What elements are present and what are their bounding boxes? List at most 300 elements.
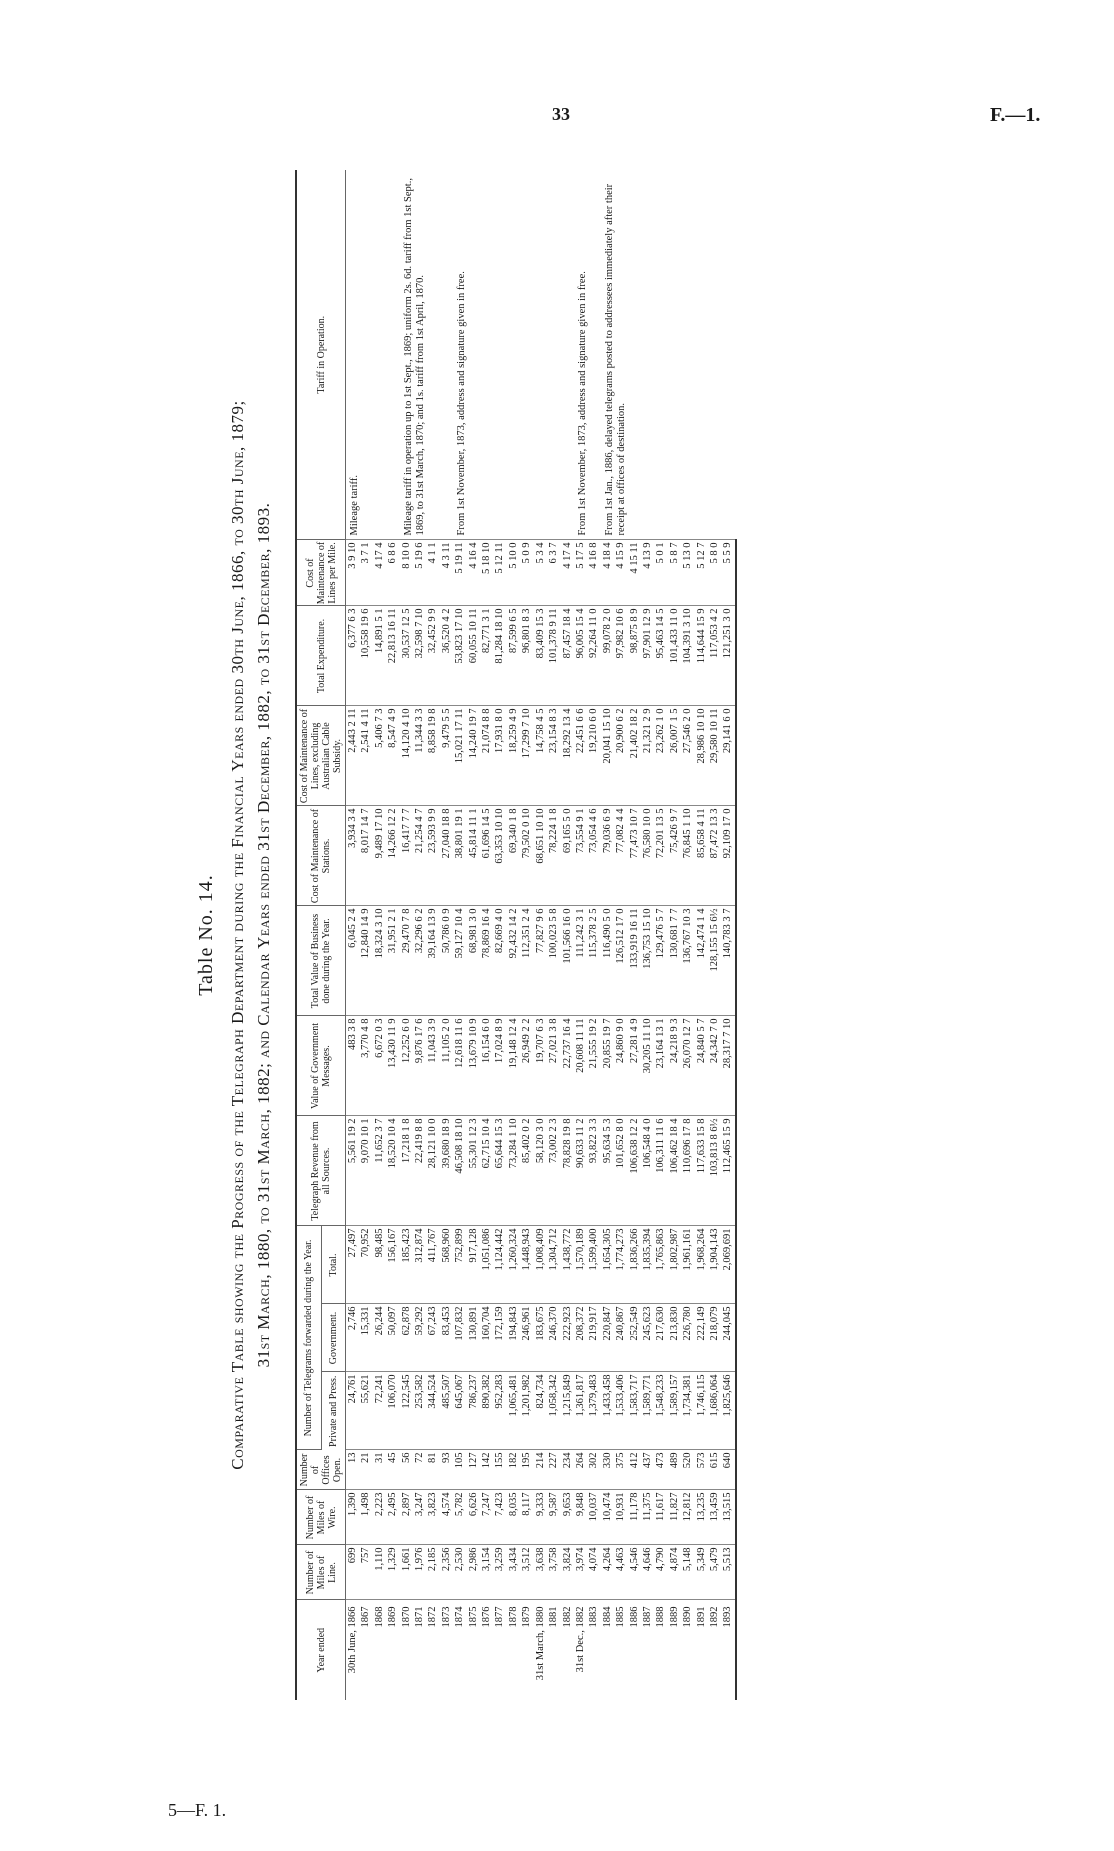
cell-year: 1868: [373, 1606, 385, 1628]
cell-mwire: 9,587: [547, 1490, 560, 1545]
cell-bus: 111,242 3 1: [574, 906, 587, 1016]
cell-bus: 116,490 5 0: [601, 906, 614, 1016]
cell-year: 1871: [414, 1606, 426, 1628]
cell-gval: 20,855 19 7: [601, 1016, 614, 1116]
cell-exp: 87,457 18 4: [561, 606, 574, 706]
tariff-note: Mileage tariff.: [346, 170, 400, 540]
cell-lines: 17,931 8 0: [493, 706, 506, 806]
cell-year: 1879: [521, 1606, 533, 1628]
cell-gval: 483 3 8: [346, 1016, 360, 1116]
cell-year: 1870: [400, 1606, 412, 1628]
header-tariff: Tariff in Operation.: [296, 170, 346, 540]
cell-priv: 1,746,115: [695, 1372, 708, 1450]
cell-off: 182: [507, 1450, 520, 1490]
cell-tot: 70,952: [359, 1226, 372, 1304]
cell-year: 1876: [481, 1606, 493, 1628]
cell-cpm: 5 17 5: [574, 540, 587, 606]
cell-year: 1883: [588, 1606, 600, 1628]
cell-tot: 1,438,772: [561, 1226, 574, 1304]
cell-gov: 62,878: [400, 1304, 413, 1372]
cell-bus: 101,566 16 0: [561, 906, 574, 1016]
cell-bus: 126,512 17 0: [614, 906, 627, 1016]
cell-cpm: 8 10 0: [400, 540, 413, 606]
title-line-2: 31st March, 1880, to 31st March, 1882; and Calendar Years ended 31st December, 1882, to 31st December, 1893.: [254, 502, 273, 1368]
cell-cpm: 4 15 9: [614, 540, 627, 606]
cell-tot: 1,051,086: [480, 1226, 493, 1304]
cell-gov: 246,961: [520, 1304, 533, 1372]
cell-gov: 246,370: [547, 1304, 560, 1372]
cell-exp: 121,251 3 0: [721, 606, 735, 706]
cell-mline: 1,329: [386, 1545, 399, 1600]
cell-gval: 26,070 12 7: [681, 1016, 694, 1116]
cell-rev: 106,311 11 6: [654, 1116, 667, 1226]
cell-rev: 106,462 18 4: [668, 1116, 681, 1226]
cell-off: 264: [574, 1450, 587, 1490]
table-number: Table No. 14.: [195, 874, 217, 996]
cell-bus: 136,767 10 3: [681, 906, 694, 1016]
cell-tot: 1,836,266: [628, 1226, 641, 1304]
cell-priv: 55,621: [359, 1372, 372, 1450]
cell-lines: 2,443 2 11: [346, 706, 360, 806]
cell-tot: 1,968,264: [695, 1226, 708, 1304]
cell-stat: 38,801 19 1: [453, 806, 466, 906]
cell-bus: 140,783 3 7: [721, 906, 735, 1016]
cell-mline: 4,463: [614, 1545, 627, 1600]
cell-stat: 73,054 4 6: [587, 806, 600, 906]
cell-tot: 1,802,987: [668, 1226, 681, 1304]
tariff-note: From 1st November, 1873, address and signature given in free.: [574, 170, 601, 540]
cell-tot: 185,423: [400, 1226, 413, 1304]
cell-rev: 117,633 15 8: [695, 1116, 708, 1226]
cell-stat: 77,473 10 7: [628, 806, 641, 906]
cell-rev: 17,218 1 8: [400, 1116, 413, 1226]
cell-exp: 96,801 8 3: [520, 606, 533, 706]
cell-bus: 29,470 7 8: [400, 906, 413, 1016]
cell-off: 155: [493, 1450, 506, 1490]
cell-off: 214: [534, 1450, 547, 1490]
cell-mline: 2,356: [440, 1545, 453, 1600]
cell-year: 1867: [360, 1606, 372, 1628]
cell-gval: 27,021 3 8: [547, 1016, 560, 1116]
cell-rev: 58,120 3 0: [534, 1116, 547, 1226]
cell-mline: 4,074: [587, 1545, 600, 1600]
cell-lines: 17,299 7 10: [520, 706, 533, 806]
cell-gval: 30,205 11 10: [641, 1016, 654, 1116]
cell-tot: 568,960: [440, 1226, 453, 1304]
cell-stat: 72,201 13 5: [654, 806, 667, 906]
cell-bus: 100,023 5 8: [547, 906, 560, 1016]
cell-mwire: 13,235: [695, 1490, 708, 1545]
cell-off: 227: [547, 1450, 560, 1490]
cell-cpm: 5 19 11: [453, 540, 466, 606]
cell-exp: 117,053 4 2: [708, 606, 721, 706]
cell-gov: 130,891: [467, 1304, 480, 1372]
cell-cpm: 4 3 11: [440, 540, 453, 606]
cell-mwire: 3,247: [413, 1490, 426, 1545]
cell-year: 1891: [695, 1606, 707, 1628]
cell-cpm: 5 0 9: [520, 540, 533, 606]
cell-priv: 890,382: [480, 1372, 493, 1450]
cell-rev: 103,813 8 6½: [708, 1116, 721, 1226]
cell-rev: 78,828 19 8: [561, 1116, 574, 1226]
cell-stat: 78,224 1 8: [547, 806, 560, 906]
cell-bus: 115,378 2 5: [587, 906, 600, 1016]
cell-exp: 101,378 9 11: [547, 606, 560, 706]
cell-cpm: 4 16 4: [467, 540, 480, 606]
cell-stat: 77,082 4 4: [614, 806, 627, 906]
footer-signature: 5—F. 1.: [168, 1800, 227, 1820]
cell-mline: 4,790: [654, 1545, 667, 1600]
cell-off: 93: [440, 1450, 453, 1490]
table-row: [601, 170, 614, 1700]
cell-cpm: 5 13 0: [681, 540, 694, 606]
cell-cpm: 5 8 7: [668, 540, 681, 606]
cell-gval: 13,679 10 9: [467, 1016, 480, 1116]
cell-gov: 67,243: [426, 1304, 439, 1372]
cell-mline: 757: [359, 1545, 372, 1600]
cell-priv: 1,686,064: [708, 1372, 721, 1450]
cell-tot: 312,874: [413, 1226, 426, 1304]
cell-mwire: 9,333: [534, 1490, 547, 1545]
cell-priv: 1,215,849: [561, 1372, 574, 1450]
cell-exp: 83,409 15 3: [534, 606, 547, 706]
cell-mline: 2,185: [426, 1545, 439, 1600]
cell-year: 1885: [615, 1606, 627, 1628]
cell-mwire: 11,827: [668, 1490, 681, 1545]
cell-cpm: 4 16 8: [587, 540, 600, 606]
cell-mline: 3,974: [574, 1545, 587, 1600]
cell-gov: 226,780: [681, 1304, 694, 1372]
cell-year: 1888: [655, 1606, 667, 1628]
cell-priv: 24,761: [346, 1372, 360, 1450]
cell-lines: 11,344 3 3: [413, 706, 426, 806]
cell-year: 1886: [628, 1606, 640, 1628]
table-row: [453, 170, 466, 1700]
cell-rev: 62,715 10 4: [480, 1116, 493, 1226]
cell-priv: 253,582: [413, 1372, 426, 1450]
cell-gval: 21,555 19 2: [587, 1016, 600, 1116]
cell-stat: 14,266 12 2: [386, 806, 399, 906]
cell-stat: 75,426 9 7: [668, 806, 681, 906]
cell-gov: 15,331: [359, 1304, 372, 1372]
cell-mline: 5,513: [721, 1545, 735, 1600]
cell-cpm: 5 0 1: [654, 540, 667, 606]
cell-gov: 172,159: [493, 1304, 506, 1372]
cell-stat: 85,658 4 11: [695, 806, 708, 906]
cell-lines: 15,021 17 11: [453, 706, 466, 806]
header-total: Total.: [321, 1226, 345, 1304]
cell-gov: 217,630: [654, 1304, 667, 1372]
cell-gval: 17,024 8 9: [493, 1016, 506, 1116]
cell-tot: 98,485: [373, 1226, 386, 1304]
cell-mline: 4,874: [668, 1545, 681, 1600]
cell-cpm: 3 7 1: [359, 540, 372, 606]
cell-year: 1887: [641, 1606, 653, 1628]
header-lines: Cost of Maintenance of Lines, excluding Australian Cable Subsidy.: [296, 706, 346, 806]
cell-off: 473: [654, 1450, 667, 1490]
cell-gval: 9,876 17 6: [413, 1016, 426, 1116]
cell-year: 1892: [708, 1606, 720, 1628]
cell-lines: 5,406 7 3: [373, 706, 386, 806]
cell-cpm: 4 17 4: [561, 540, 574, 606]
cell-exp: 22,813 16 11: [386, 606, 399, 706]
cell-rev: 110,696 17 8: [681, 1116, 694, 1226]
cell-bus: 12,840 14 9: [359, 906, 372, 1016]
cell-lines: 20,900 6 2: [614, 706, 627, 806]
cell-lines: 21,402 18 2: [628, 706, 641, 806]
cell-rev: 73,284 1 10: [507, 1116, 520, 1226]
cell-lines: 18,292 13 4: [561, 706, 574, 806]
cell-lines: 8,547 4 9: [386, 706, 399, 806]
cell-tot: 1,774,273: [614, 1226, 627, 1304]
cell-rev: 101,652 8 0: [614, 1116, 627, 1226]
cell-gval: 28,317 7 10: [721, 1016, 735, 1116]
cell-mwire: 1,390: [346, 1490, 360, 1545]
cell-exp: 36,520 4 2: [440, 606, 453, 706]
cell-mwire: 11,375: [641, 1490, 654, 1545]
cell-stat: 92,109 17 0: [721, 806, 735, 906]
cell-cpm: 4 17 4: [373, 540, 386, 606]
cell-mwire: 13,459: [708, 1490, 721, 1545]
cell-rev: 95,634 5 3: [601, 1116, 614, 1226]
cell-stat: 3,934 3 4: [346, 806, 360, 906]
cell-gval: 26,949 2 2: [520, 1016, 533, 1116]
cell-year: 1869: [387, 1606, 399, 1628]
cell-bus: 32,296 6 2: [413, 906, 426, 1016]
cell-gov: 244,045: [721, 1304, 735, 1372]
cell-priv: 72,241: [373, 1372, 386, 1450]
cell-gov: 220,847: [601, 1304, 614, 1372]
header-miles-wire: Number of Miles of Wire.: [296, 1490, 346, 1545]
cell-exp: 96,005 15 4: [574, 606, 587, 706]
cell-mwire: 11,617: [654, 1490, 667, 1545]
cell-stat: 87,472 13 3: [708, 806, 721, 906]
cell-gval: 24,342 7 0: [708, 1016, 721, 1116]
cell-bus: 128,155 15 6½: [708, 906, 721, 1016]
cell-mwire: 7,423: [493, 1490, 506, 1545]
cell-bus: 31,951 2 1: [386, 906, 399, 1016]
cell-stat: 69,340 1 8: [507, 806, 520, 906]
cell-rev: 22,419 8 8: [413, 1116, 426, 1226]
cell-year: 1877: [494, 1606, 506, 1628]
cell-exp: 99,078 2 0: [601, 606, 614, 706]
cell-year: 1875: [467, 1606, 479, 1628]
header-telegrams-group: Number of Telegrams forwarded during the Year.: [296, 1226, 321, 1450]
cell-stat: 73,554 9 1: [574, 806, 587, 906]
cell-off: 234: [561, 1450, 574, 1490]
header-year: Year ended: [296, 1600, 346, 1700]
table-row: [400, 170, 413, 1700]
cell-tot: 1,654,305: [601, 1226, 614, 1304]
cell-mwire: 7,247: [480, 1490, 493, 1545]
cell-off: 81: [426, 1450, 439, 1490]
cell-bus: 39,164 13 9: [426, 906, 439, 1016]
header-expenditure: Total Expenditure.: [296, 606, 346, 706]
cell-year: 1890: [682, 1606, 694, 1628]
cell-off: 573: [695, 1450, 708, 1490]
cell-lines: 2,541 4 11: [359, 706, 372, 806]
cell-bus: 136,753 15 10: [641, 906, 654, 1016]
header-stations: Cost of Maintenance of Stations.: [296, 806, 346, 906]
cell-priv: 1,201,982: [520, 1372, 533, 1450]
cell-bus: 18,324 3 10: [373, 906, 386, 1016]
cell-year: 31st March, 1880: [534, 1606, 546, 1681]
cell-gov: 26,244: [373, 1304, 386, 1372]
cell-priv: 952,283: [493, 1372, 506, 1450]
cell-gval: 22,737 16 4: [561, 1016, 574, 1116]
cell-off: 302: [587, 1450, 600, 1490]
cell-tot: 1,765,863: [654, 1226, 667, 1304]
cell-off: 72: [413, 1450, 426, 1490]
cell-bus: 78,869 16 4: [480, 906, 493, 1016]
cell-cpm: 5 8 0: [708, 540, 721, 606]
cell-mline: 3,758: [547, 1545, 560, 1600]
cell-tot: 1,904,143: [708, 1226, 721, 1304]
cell-exp: 82,771 3 1: [480, 606, 493, 706]
cell-gval: 3,770 4 8: [359, 1016, 372, 1116]
cell-lines: 29,580 10 11: [708, 706, 721, 806]
cell-gval: 27,281 4 9: [628, 1016, 641, 1116]
cell-rev: 28,121 10 0: [426, 1116, 439, 1226]
cell-lines: 19,210 6 0: [587, 706, 600, 806]
cell-rev: 90,633 11 2: [574, 1116, 587, 1226]
cell-gov: 50,097: [386, 1304, 399, 1372]
cell-gval: 24,860 9 0: [614, 1016, 627, 1116]
cell-stat: 23,593 9 9: [426, 806, 439, 906]
cell-cpm: 5 10 0: [507, 540, 520, 606]
cell-off: 127: [467, 1450, 480, 1490]
cell-mwire: 5,782: [453, 1490, 466, 1545]
cell-mwire: 3,823: [426, 1490, 439, 1545]
cell-lines: 14,240 19 7: [467, 706, 480, 806]
cell-tot: 156,167: [386, 1226, 399, 1304]
cell-tot: 1,570,189: [574, 1226, 587, 1304]
cell-year: 30th June, 1866: [347, 1606, 358, 1674]
cell-exp: 104,391 3 10: [681, 606, 694, 706]
cell-priv: 344,524: [426, 1372, 439, 1450]
cell-exp: 98,875 8 9: [628, 606, 641, 706]
cell-lines: 20,041 15 10: [601, 706, 614, 806]
cell-year: 1878: [507, 1606, 519, 1628]
cell-exp: 60,055 10 11: [467, 606, 480, 706]
cell-tot: 1,260,324: [507, 1226, 520, 1304]
cell-bus: 68,981 3 0: [467, 906, 480, 1016]
cell-priv: 1,533,406: [614, 1372, 627, 1450]
cell-mline: 3,434: [507, 1545, 520, 1600]
cell-rev: 85,402 0 2: [520, 1116, 533, 1226]
cell-exp: 53,823 17 10: [453, 606, 466, 706]
cell-stat: 8,017 14 7: [359, 806, 372, 906]
cell-year: 1874: [454, 1606, 466, 1628]
cell-stat: 68,651 10 10: [534, 806, 547, 906]
cell-rev: 9,070 10 1: [359, 1116, 372, 1226]
cell-lines: 9,479 5 5: [440, 706, 453, 806]
cell-mwire: 8,035: [507, 1490, 520, 1545]
cell-cpm: 4 13 9: [641, 540, 654, 606]
cell-priv: 1,583,717: [628, 1372, 641, 1450]
cell-off: 105: [453, 1450, 466, 1490]
cell-mwire: 12,812: [681, 1490, 694, 1545]
cell-tot: 917,128: [467, 1226, 480, 1304]
cell-year: 1884: [601, 1606, 613, 1628]
cell-priv: 106,070: [386, 1372, 399, 1450]
cell-priv: 485,507: [440, 1372, 453, 1450]
cell-bus: 59,127 10 4: [453, 906, 466, 1016]
cell-tot: 1,008,409: [534, 1226, 547, 1304]
table-title: [225, 170, 277, 1700]
cell-exp: 97,982 10 6: [614, 606, 627, 706]
cell-priv: 645,067: [453, 1372, 466, 1450]
cell-exp: 95,463 14 5: [654, 606, 667, 706]
cell-gov: 183,675: [534, 1304, 547, 1372]
cell-off: 615: [708, 1450, 721, 1490]
cell-gval: 13,430 11 9: [386, 1016, 399, 1116]
cell-lines: 8,858 19 8: [426, 706, 439, 806]
cell-exp: 81,284 18 10: [493, 606, 506, 706]
cell-cpm: 4 18 4: [601, 540, 614, 606]
cell-year: 31st Dec., 1882: [574, 1606, 586, 1673]
cell-off: 56: [400, 1450, 413, 1490]
cell-exp: 114,644 15 9: [695, 606, 708, 706]
cell-gov: 160,704: [480, 1304, 493, 1372]
tariff-note: Mileage tariff in operation up to 1st Sept., 1869; uniform 2s. 6d. tariff from 1st Sept., 1869, to 31st March, 1870; and 1s. tariff from 1st April, 1870.: [400, 170, 454, 540]
cell-priv: 1,734,381: [681, 1372, 694, 1450]
cell-exp: 32,598 7 10: [413, 606, 426, 706]
cell-priv: 1,589,157: [668, 1372, 681, 1450]
cell-rev: 5,561 19 2: [346, 1116, 360, 1226]
cell-tot: 1,835,394: [641, 1226, 654, 1304]
page-number: 33: [552, 104, 570, 124]
cell-priv: 1,825,646: [721, 1372, 735, 1450]
header-private: Private and Press.: [321, 1372, 345, 1450]
cell-rev: 39,680 18 9: [440, 1116, 453, 1226]
cell-bus: 142,474 1 4: [695, 906, 708, 1016]
cell-off: 489: [668, 1450, 681, 1490]
document-reference: F.—1.: [990, 104, 1041, 126]
cell-mline: 5,479: [708, 1545, 721, 1600]
cell-rev: 106,638 12 2: [628, 1116, 641, 1226]
cell-mwire: 9,848: [574, 1490, 587, 1545]
cell-exp: 101,433 11 0: [668, 606, 681, 706]
header-business: Total Value of Business done during the Year.: [296, 906, 346, 1016]
cell-off: 412: [628, 1450, 641, 1490]
cell-priv: 786,237: [467, 1372, 480, 1450]
tariff-note: From 1st Jan., 1886, delayed telegrams posted to addressees immediately after their receipt at offices of destination.: [601, 170, 736, 540]
cell-tot: 411,767: [426, 1226, 439, 1304]
cell-lines: 14,758 4 5: [534, 706, 547, 806]
cell-priv: 1,379,483: [587, 1372, 600, 1450]
cell-mline: 1,661: [400, 1545, 413, 1600]
rotated-table-area: [195, 170, 885, 1700]
cell-priv: 1,589,771: [641, 1372, 654, 1450]
cell-gov: 83,453: [440, 1304, 453, 1372]
cell-priv: 824,734: [534, 1372, 547, 1450]
header-government: Government.: [321, 1304, 345, 1372]
cell-gov: 222,149: [695, 1304, 708, 1372]
cell-tot: 1,961,161: [681, 1226, 694, 1304]
cell-gval: 11,043 3 9: [426, 1016, 439, 1116]
cell-gval: 12,618 11 6: [453, 1016, 466, 1116]
cell-mline: 3,154: [480, 1545, 493, 1600]
cell-year: 1872: [427, 1606, 439, 1628]
cell-rev: 46,508 18 10: [453, 1116, 466, 1226]
cell-tot: 1,124,442: [493, 1226, 506, 1304]
cell-bus: 133,919 16 11: [628, 906, 641, 1016]
cell-mwire: 2,495: [386, 1490, 399, 1545]
cell-gov: 213,830: [668, 1304, 681, 1372]
cell-off: 520: [681, 1450, 694, 1490]
cell-gval: 23,164 13 1: [654, 1016, 667, 1116]
